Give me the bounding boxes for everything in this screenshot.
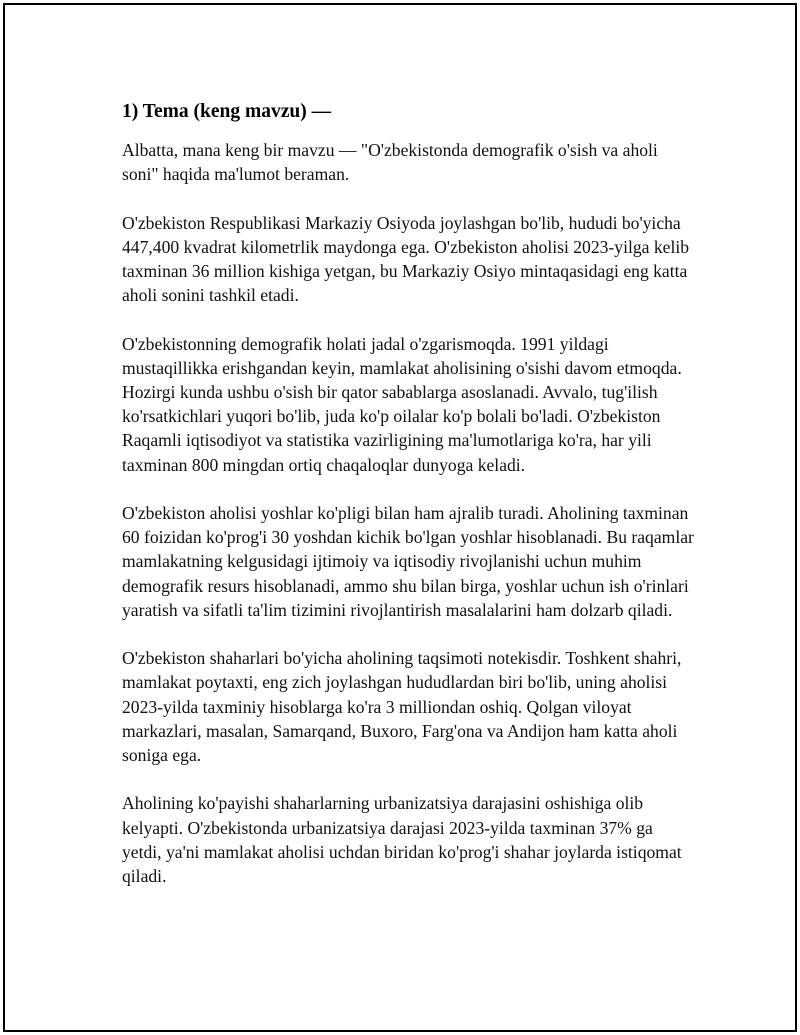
page-frame <box>3 3 797 1032</box>
paragraph-geography-population: O'zbekiston Respublikasi Markaziy Osiyoda joylashgan bo'lib, hududi bo'yicha 447,400 kvadrat kilometrlik maydonga ega. O'zbekiston aholisi 2023-yilga kelib taxminan 36 million kishiga yetgan, bu Markaziy Osiyo mintaqasidagi eng katta aholi sonini tashkil etadi. <box>122 212 690 306</box>
paragraph-city-distribution: O'zbekiston shaharlari bo'yicha aholining taqsimoti notekisdir. Toshkent shahri, mamlakat poytaxti, eng zich joylashgan hududlardan biri bo'lib, uning aholisi 2023-yilda taxminiy hisoblarga ko'ra 3 milliondan oshiq. Qolgan viloyat markazlari, masalan, Samarqand, Buxoro, Farg'ona va Andijon ham katta aholi soniga ega. <box>122 648 682 766</box>
paragraph-intro: Albatta, mana keng bir mavzu — "O'zbekistonda demografik o'sish va aholi soni" haqida ma'lumot beraman. <box>122 140 658 185</box>
paragraph-urbanization: Aholining ko'payishi shaharlarning urbanizatsiya darajasini oshishiga olib kelyapti. O'zbekistonda urbanizatsiya darajasi 2023-yilda taxminan 37% ga yetdi, ya'ni mamlakat aholisi uchdan biridan ko'prog'i shahar joylarda istiqomat qiladi. <box>122 793 682 887</box>
document-heading: 1) Tema (keng mavzu) — <box>122 101 332 122</box>
paragraph-demographic-change: O'zbekistonning demografik holati jadal o'zgarismoqda. 1991 yildagi mustaqillikka erishgandan keyin, mamlakat aholisining o'sishi davom etmoqda. Hozirgi kunda ushbu o'sish bir qator sabablarga asoslanadi. Avvalo, tug'ilish ko'rsatkichlari yuqori bo'lib, juda ko'p oilalar ko'p bolali bo'ladi. O'zbekiston Raqamli iqtisodiyot va statistika vazirligining ma'lumotlariga ko'ra, har yili taxminan 800 mingdan ortiq chaqaloqlar dunyoga keladi. <box>122 333 682 475</box>
paragraph-youth: O'zbekiston aholisi yoshlar ko'pligi bilan ham ajralib turadi. Aholining taxminan 60 foizidan ko'prog'i 30 yoshdan kichik bo'lgan yoshlar hisoblanadi. Bu raqamlar mamlakatning kelgusidagi ijtimoiy va iqtisodiy rivojlanishi uchun muhim demografik resurs hisoblanadi, ammo shu bilan birga, yoshlar uchun ish o'rinlari yaratish va sifatli ta'lim tizimini rivojlantirish masalalarini ham dolzarb qiladi. <box>122 503 694 620</box>
document-body <box>122 99 696 912</box>
